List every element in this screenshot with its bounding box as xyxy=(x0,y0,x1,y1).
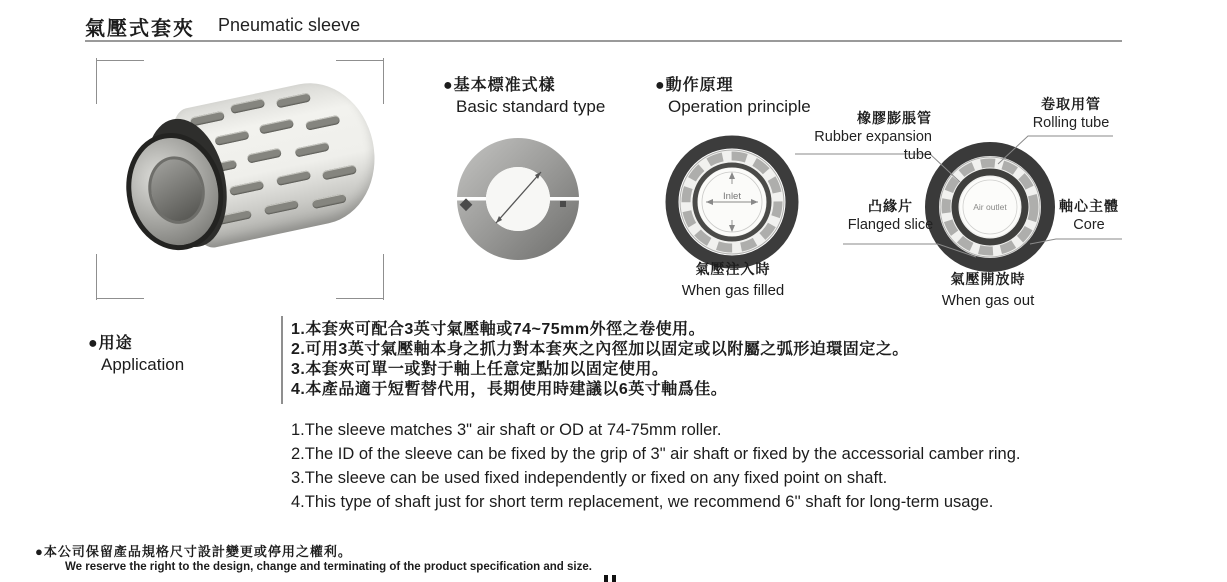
label-core xyxy=(1056,198,1122,234)
header-divider xyxy=(85,40,1122,42)
section-application xyxy=(88,330,184,375)
operation-diagram-gas-filled xyxy=(658,132,808,272)
section-basic-standard xyxy=(443,72,605,117)
application-title-zh: ●用途 xyxy=(88,335,133,352)
crop-mark-tl-h xyxy=(96,60,144,61)
operation-title-en: Operation principle xyxy=(668,97,811,116)
operation-title-zh: ●動作原理 xyxy=(655,77,734,94)
crop-mark-bl-v xyxy=(96,254,97,300)
application-notes-en xyxy=(291,418,1091,514)
flanged-slice-en: Flanged slice xyxy=(847,216,934,233)
crop-mark-br-h xyxy=(336,298,384,299)
caption-gas-filled xyxy=(653,260,813,301)
footer-en: We reserve the right to the design, change and terminating of the product specification and size. xyxy=(65,561,592,573)
rolling-tube-zh: 卷取用管 xyxy=(1041,96,1101,112)
core-en: Core xyxy=(1073,216,1105,233)
application-title-en: Application xyxy=(101,355,185,374)
operation-diagram-gas-out xyxy=(920,140,1065,276)
zh-note-1: 1.本套夾可配合3英寸氣壓軸或74~75mm外徑之卷使用。 xyxy=(291,321,706,338)
application-divider xyxy=(281,316,283,404)
gas-filled-en: When gas filled xyxy=(681,281,785,299)
air-outlet-label-svg: Air outlet xyxy=(973,202,1007,212)
gas-out-zh: 氣壓開放時 xyxy=(950,271,1026,287)
crop-mark-tl-v xyxy=(96,58,97,104)
en-note-1: 1.The sleeve matches 3" air shaft or OD at 74-75mm roller. xyxy=(291,421,722,439)
page-title-en: Pneumatic sleeve xyxy=(218,15,361,35)
rolling-tube-en: Rolling tube xyxy=(1032,114,1110,131)
inlet-label-svg: Inlet xyxy=(723,191,741,202)
section-operation-principle xyxy=(655,72,811,117)
page-number-fragment xyxy=(604,575,608,582)
caption-gas-out xyxy=(908,270,1068,311)
rubber-tube-en: Rubber expansion tube xyxy=(814,128,932,163)
footer-zh: ●本公司保留產品規格尺寸設計變更或停用之權利。 xyxy=(35,544,352,559)
en-note-3: 3.The sleeve can be used fixed independently or fixed on any fixed point on shaft. xyxy=(291,469,888,487)
zh-note-4: 4.本產品適于短暫替代用，長期使用時建議以6英寸軸爲佳。 xyxy=(291,381,728,398)
en-note-2: 2.The ID of the sleeve can be fixed by the grip of 3" air shaft or fixed by the accessorial camber ring. xyxy=(291,445,1021,463)
flanged-slice-zh: 凸緣片 xyxy=(868,198,913,214)
label-rolling-tube xyxy=(1028,96,1114,132)
zh-note-3: 3.本套夾可單一或對于軸上任意定點加以固定使用。 xyxy=(291,361,669,378)
zh-note-2: 2.可用3英寸氣壓軸本身之抓力對本套夾之內徑加以固定或以附屬之弧形迫環固定之。 xyxy=(291,341,909,358)
page-number-fragment xyxy=(612,575,616,582)
label-rubber-expansion-tube xyxy=(795,110,932,164)
page-title-zh: 氣壓式套夾 xyxy=(85,18,195,40)
product-photo xyxy=(101,56,406,303)
rubber-tube-zh: 橡膠膨脹管 xyxy=(857,110,932,126)
basic-standard-title-zh: ●基本標准式樣 xyxy=(443,77,556,94)
basic-standard-diagram xyxy=(450,138,590,262)
crop-mark-bl-h xyxy=(96,298,144,299)
footer-disclaimer xyxy=(35,541,592,573)
label-flanged-slice xyxy=(843,198,938,234)
gas-out-en: When gas out xyxy=(941,291,1035,309)
crop-mark-tr-v xyxy=(383,58,384,104)
gas-filled-zh: 氣壓注入時 xyxy=(695,261,771,277)
core-zh: 軸心主體 xyxy=(1059,198,1119,214)
application-notes-zh xyxy=(291,320,991,400)
basic-standard-title-en: Basic standard type xyxy=(456,97,606,116)
en-note-4: 4.This type of shaft just for short term replacement, we recommend 6'' shaft for long-term usage. xyxy=(291,493,994,511)
crop-mark-br-v xyxy=(383,254,384,300)
